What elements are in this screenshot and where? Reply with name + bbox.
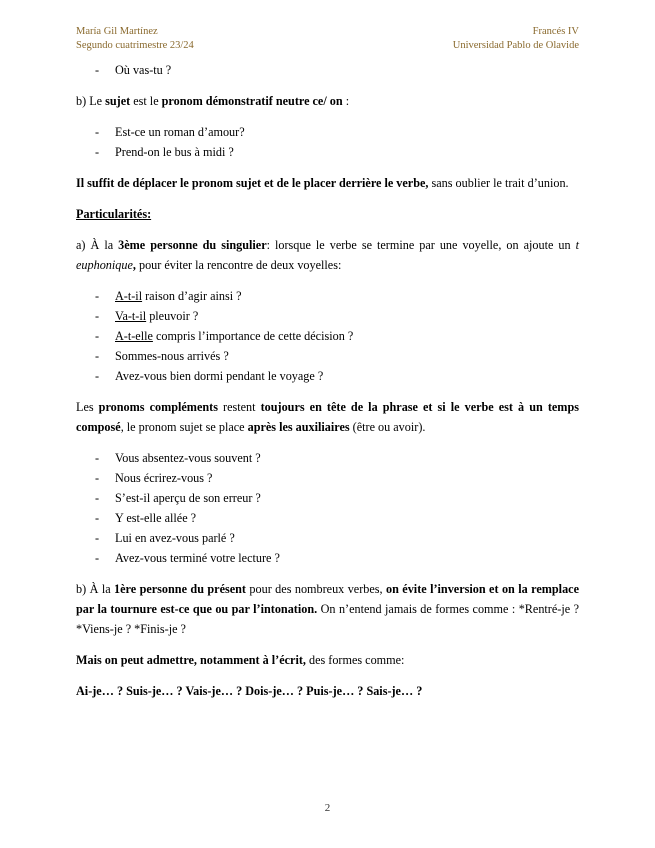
list-item: - Avez-vous bien dormi pendant le voyage ?	[76, 366, 579, 386]
pronoms-paragraph: Les pronoms compléments restent toujours en tête de la phrase et si le verbe est à un temps composé, le pronom sujet se place après les auxiliaires (être ou avoir).	[76, 400, 579, 434]
page-number: 2	[324, 802, 331, 814]
list-item: - Est-ce un roman d’amour?	[76, 122, 579, 142]
list-item: - Avez-vous terminé votre lecture ?	[76, 548, 579, 568]
document-body	[76, 60, 579, 701]
list-item: - Prend-on le bus à midi ?	[76, 142, 579, 162]
course-name: Francés IV	[532, 26, 579, 37]
forms-line: Ai-je… ? Suis-je… ? Vais-je… ? Dois-je… ? Puis-je… ? Sais-je… ?	[76, 684, 423, 698]
list-item: - Sommes-nous arrivés ?	[76, 346, 579, 366]
list-item: - Vous absentez-vous souvent ?	[76, 448, 579, 468]
list-item: - Nous écrirez-vous ?	[76, 468, 579, 488]
section-a-list	[76, 286, 579, 386]
list-item: - Où vas-tu ?	[76, 60, 579, 80]
author-name: María Gil Martínez	[76, 26, 158, 37]
list-item: - A-t-il raison d’agir ainsi ?	[76, 286, 579, 306]
section-b1-paragraph: b) Le sujet est le pronom démonstratif neutre ce/ on :	[76, 94, 350, 108]
header-left	[76, 25, 194, 53]
header-right	[453, 25, 579, 53]
university-name: Universidad Pablo de Olavide	[452, 40, 579, 51]
intro-list	[76, 60, 579, 80]
particularites-heading: Particularités:	[76, 207, 152, 221]
section-b1-list	[76, 122, 579, 162]
section-b2-paragraph: b) À la 1ère personne du présent pour des nombreux verbes, on évite l’inversion et on la remplace par la tournure est-ce que ou par l’intonation. On n’entend jamais de formes comme : *Rentré-je ? *Viens-je ? *Finis-je ?	[76, 582, 579, 636]
rule-paragraph: Il suffit de déplacer le pronom sujet et de le placer derrière le verbe, sans oublier le trait d’union.	[76, 176, 569, 190]
list-item: - Va-t-il pleuvoir ?	[76, 306, 579, 326]
list-item: - Y est-elle allée ?	[76, 508, 579, 528]
mais-paragraph: Mais on peut admettre, notamment à l’écrit, des formes comme:	[76, 653, 405, 667]
list-item: - A-t-elle compris l’importance de cette décision ?	[76, 326, 579, 346]
list-item: - Lui en avez-vous parlé ?	[76, 528, 579, 548]
pronoms-list	[76, 448, 579, 568]
list-item: - S’est-il aperçu de son erreur ?	[76, 488, 579, 508]
section-a-paragraph: a) À la 3ème personne du singulier: lorsque le verbe se termine par une voyelle, on ajoute un t euphonique, pour éviter la rencontre de deux voyelles:	[76, 238, 580, 272]
term-label: Segundo cuatrimestre 23/24	[76, 40, 194, 51]
